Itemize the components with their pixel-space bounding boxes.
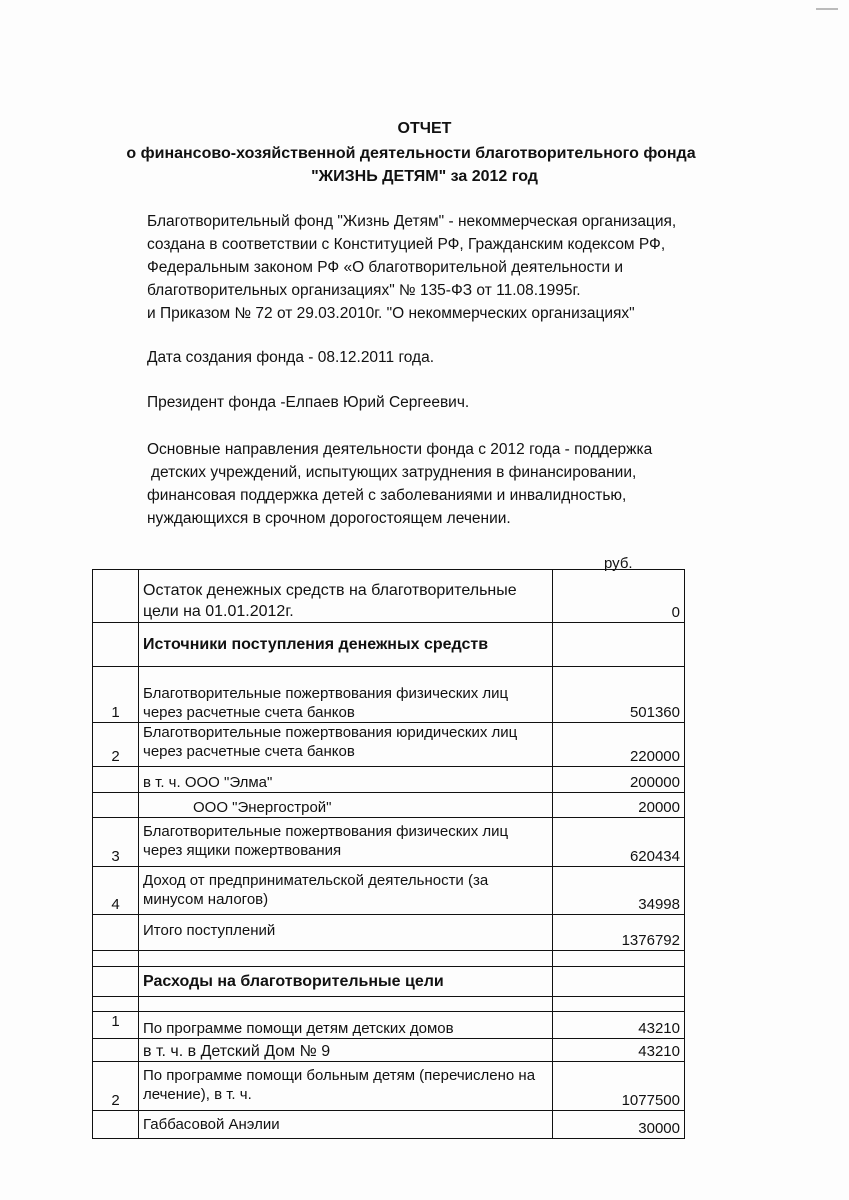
row-number	[93, 1039, 139, 1062]
directions-line: детских учреждений, испытующих затруднения в финансировании,	[151, 464, 637, 481]
row-value: 1077500	[553, 1062, 685, 1111]
table-row	[93, 1062, 685, 1111]
row-number: 1	[93, 1012, 139, 1039]
row-value: 501360	[553, 667, 685, 723]
intro-line: благотворительных организациях" № 135-ФЗ от 11.08.1995г.	[147, 282, 581, 299]
row-value: 34998	[553, 867, 685, 915]
directions-line: нуждающихся в срочном дорогостоящем лечении.	[147, 510, 511, 527]
row-number: 3	[93, 818, 139, 867]
table-row	[93, 667, 685, 723]
currency-label: руб.	[604, 555, 633, 572]
row-label: в т. ч. ООО "Элма"	[139, 767, 553, 793]
table-row	[93, 1111, 685, 1139]
row-value: 620434	[553, 818, 685, 867]
table-row	[93, 723, 685, 767]
row-value: 220000	[553, 723, 685, 767]
row-label: По программе помощи больным детям (перечислено на лечение), в т. ч.	[139, 1062, 553, 1111]
table-row	[93, 793, 685, 818]
intro-line: Благотворительный фонд "Жизнь Детям" - некоммерческая организация,	[147, 213, 677, 230]
table-row	[93, 1039, 685, 1062]
row-label: в т. ч. в Детский Дом № 9	[139, 1039, 553, 1062]
intro-paragraph	[147, 210, 676, 325]
table-row	[93, 867, 685, 915]
directions-line: финансовая поддержка детей с заболеваниями и инвалидностью,	[147, 487, 627, 504]
row-label: ООО "Энергострой"	[193, 799, 332, 816]
scan-mark	[816, 8, 838, 16]
report-fund-year: "ЖИЗНЬ ДЕТЯМ" за 2012 год	[311, 168, 538, 185]
row-value: 200000	[553, 767, 685, 793]
row-number: 2	[93, 1062, 139, 1111]
section-header: Источники поступления денежных средств	[139, 623, 553, 667]
total-label: Итого поступлений	[139, 915, 553, 951]
row-value: 43210	[553, 1012, 685, 1039]
report-subtitle: о финансово-хозяйственной деятельности благотворительного фонда	[126, 145, 696, 162]
row-number	[93, 767, 139, 793]
row-label: Благотворительные пожертвования физических лиц через расчетные счета банков	[139, 667, 553, 723]
intro-line: создана в соответствии с Конституцией РФ, Гражданским кодексом РФ,	[147, 236, 666, 253]
table-row	[93, 997, 685, 1012]
row-label: Остаток денежных средств на благотворительные цели на 01.01.2012г.	[139, 570, 553, 623]
table-row	[93, 767, 685, 793]
intro-line: и Приказом № 72 от 29.03.2010г. "О некоммерческих организациях"	[147, 305, 635, 322]
row-number: 2	[93, 723, 139, 767]
row-value: 30000	[553, 1111, 685, 1139]
table-row	[93, 570, 685, 623]
intro-line: Федеральным законом РФ «О благотворительной деятельности и	[147, 259, 624, 276]
total-value: 1376792	[553, 915, 685, 951]
row-value: 0	[553, 570, 685, 623]
table-row	[93, 967, 685, 997]
row-number: 1	[93, 667, 139, 723]
row-label: Доход от предпринимательской деятельности (за минусом налогов)	[139, 867, 553, 915]
row-number	[93, 1111, 139, 1139]
row-label: Благотворительные пожертвования физических лиц через ящики пожертвования	[139, 818, 553, 867]
directions-paragraph	[147, 438, 652, 530]
table-row	[93, 1012, 685, 1039]
financial-table	[92, 569, 685, 1139]
directions-line: Основные направления деятельности фонда с 2012 года - поддержка	[147, 441, 653, 458]
row-number	[93, 793, 139, 818]
section-header: Расходы на благотворительные цели	[139, 967, 553, 997]
row-label: Благотворительные пожертвования юридических лиц через расчетные счета банков	[139, 723, 553, 767]
table-row	[93, 623, 685, 667]
row-number: 4	[93, 867, 139, 915]
row-label: По программе помощи детям детских домов	[139, 1012, 553, 1039]
row-label: Габбасовой Анэлии	[139, 1111, 553, 1139]
table-row	[93, 951, 685, 967]
report-title: ОТЧЕТ	[397, 120, 452, 137]
table-row	[93, 818, 685, 867]
founding-date: Дата создания фонда - 08.12.2011 года.	[147, 349, 435, 366]
president-line: Президент фонда -Елпаев Юрий Сергеевич.	[147, 394, 470, 411]
row-value: 20000	[553, 793, 685, 818]
table-row	[93, 915, 685, 951]
row-value: 43210	[553, 1039, 685, 1062]
